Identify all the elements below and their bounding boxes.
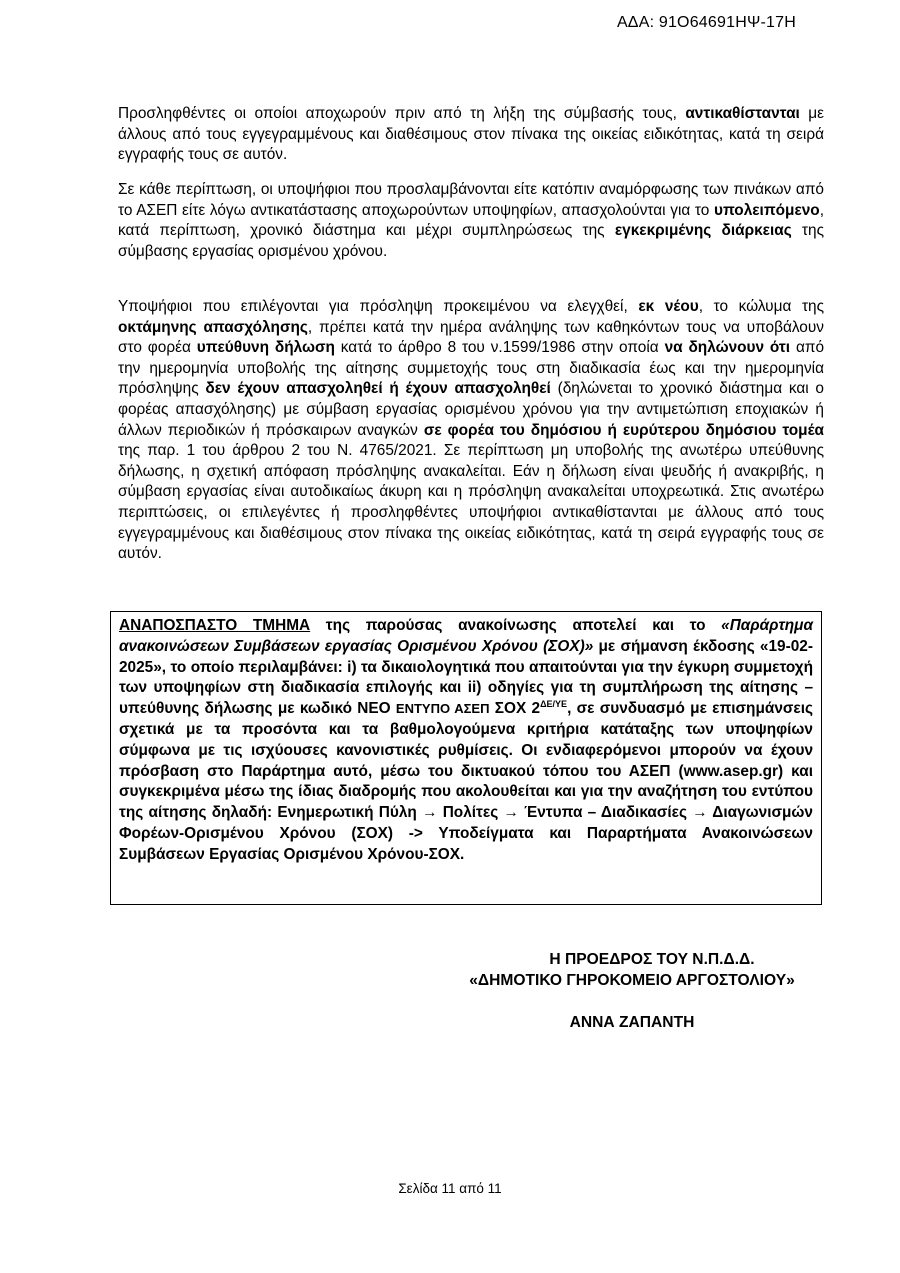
text-run: Διαγωνισμών Φορέων-Ορισμένου Χρόνου (ΣΟΧ) -> Υποδείγματα και Παραρτήματα Ανακοινώσεων Συμβάσεων Εργασίας Ορισμένου Χρόνου-ΣΟΧ. — [119, 804, 813, 863]
paragraph-declaration — [118, 297, 824, 565]
text-run: με σήμανση έκδοσης «19-02-2025», το οποίο περιλαμβάνει: i) τα δικαιολογητικά που απαιτούνται για την έγκυρη συμμετοχή των υποψηφίων στη διαδικασία επιλογής και ii) οδηγίες για τη συμπλήρωση της αίτησης – υπεύθυνης δήλωσης με κωδικό ΝΕΟ — [119, 637, 813, 718]
text-run: (δηλώνεται το χρονικό διάστημα και ο φορέας απασχόλησης) με σύμβαση εργασίας ορισμένου χρόνου για την αντιμετώπιση εποχιακών ή άλλων περιοδικών ή πρόσκαιρων αναγκών — [118, 380, 824, 439]
bold-run: υπεύθυνη δήλωση — [196, 339, 335, 357]
text-run: , κατά περίπτωση, χρονικό διάστημα και μέχρι συμπληρώσεως της — [118, 201, 824, 240]
text-run: της σύμβασης εργασίας ορισμένου χρόνου. — [118, 222, 824, 260]
form-superscript: ΔΕ/ΥΕ — [540, 699, 568, 710]
text-run: , σε συνδυασμό με επισημάνσεις σχετικά με τα προσόντα και τα βαθμολογούμενα κριτήρια κατάταξης των υποψηφίων σύμφωνα με τις ισχύουσες κανονιστικές ρυθμίσεις. Οι ενδιαφερόμενοι μπορούν να έχουν πρόσβαση στο Παράρτημα αυτό, μέσω του δικτυακού τόπου του ΑΣΕΠ (www.asep.gr) και συγκεκριμένα μέσω της ίδιας διαδρομής που ακολουθείται και για την αναζήτηση του εντύπου της αίτησης δηλαδή: Ενημερωτική Πύλη — [119, 700, 813, 822]
text-run: από την ημερομηνία υποβολής της αίτησης συμμετοχής τους στη διαδικασία έως και την ημερομηνία πρόσληψης — [118, 339, 825, 398]
underlined-heading: ΑΝΑΠΟΣΠΑΣΤΟ ΤΜΗΜΑ — [119, 617, 311, 634]
text-run: Έντυπα – Διαδικασίες — [518, 804, 693, 822]
text-run: , πρέπει κατά την ημέρα ανάληψης των καθηκόντων τους να υποβάλουν στο φορέα — [118, 318, 824, 357]
annex-notice-text — [119, 616, 813, 866]
paragraph-replacement — [118, 104, 824, 166]
annex-notice-box — [110, 611, 822, 905]
bold-run: σε φορέα του δημόσιου ή ευρύτερου δημόσιου τομέα — [423, 421, 824, 439]
text-run: ΣΟΧ 2 — [489, 700, 541, 718]
bold-run: υπολειπόμενο — [713, 201, 820, 219]
paragraph-reform — [118, 180, 824, 262]
arrow-right-icon: → — [422, 804, 438, 822]
ada-code: ΑΔΑ: 91Ο64691ΗΨ-17Η — [616, 14, 796, 31]
text-run: Προσληφθέντες οι οποίοι αποχωρούν πριν από τη λήξη της σύμβασής τους, — [118, 105, 686, 122]
signatory-organization: «ΔΗΜΟΤΙΚΟ ΓΗΡΟΚΟΜΕΙΟ ΑΡΓΟΣΤΟΛΙΟΥ» — [469, 972, 795, 989]
arrow-right-icon: → — [503, 804, 519, 822]
bold-run: να δηλώνουν ότι — [664, 339, 791, 357]
page-number: Σελίδα 11 από 11 — [398, 1181, 502, 1196]
text-run: της παρούσας ανακοίνωσης αποτελεί και το — [310, 617, 722, 634]
bold-run: εκ νέου — [638, 298, 699, 315]
form-name-small: ΕΝΤΥΠΟ ΑΣΕΠ — [395, 701, 490, 717]
signatory-name: ΑΝΝΑ ΖΑΠΑΝΤΗ — [569, 1014, 695, 1031]
text-run: , το κώλυμα της — [698, 298, 824, 315]
signatory-title: Η ΠΡΟΕΔΡΟΣ ΤΟΥ Ν.Π.Δ.Δ. — [549, 951, 755, 968]
text-run: της παρ. 1 του άρθρου 2 του Ν. 4765/2021. Σε περίπτωση μη υποβολής της ανωτέρω υπεύθυνης δήλωσης, η σχετική απόφαση πρόσληψης ανακαλείται. Εάν η δήλωση είναι ψευδής ή ανακριβής, η σύμβαση εργασίας είναι αυτοδικαίως άκυρη και η πρόσληψη ανακαλείται υποχρεωτικά. Στις ανωτέρω περιπτώσεις, οι επιλεγέντες ή προσληφθέντες υποψήφιοι αντικαθίστανται με άλλους από τους εγγεγραμμένους και διαθέσιμους στον πίνακα της οικείας ειδικότητας, κατά τη σειρά εγγραφής τους σε αυτόν. — [118, 442, 824, 563]
bold-run: εγκεκριμένης διάρκειας — [614, 222, 792, 240]
bold-run: αντικαθίστανται — [685, 105, 800, 122]
text-run: Πολίτες — [437, 804, 504, 822]
arrow-right-icon: → — [692, 804, 708, 822]
text-run: με άλλους από τους εγγεγραμμένους και διαθέσιμους στον πίνακα της οικείας ειδικότητας, κατά τη σειρά εγγραφής τους σε αυτόν. — [118, 105, 824, 164]
bold-run: δεν έχουν απασχοληθεί ή έχουν απασχοληθεί — [205, 380, 551, 398]
annex-title: «Παράρτημα ανακοινώσεων Συμβάσεων εργασίας Ορισμένου Χρόνου (ΣΟΧ)» — [119, 617, 813, 655]
text-run: κατά το άρθρο 8 του ν.1599/1986 στην οποία — [334, 339, 665, 357]
bold-run: οκτάμηνης απασχόλησης — [118, 318, 308, 336]
text-run: Σε κάθε περίπτωση, οι υποψήφιοι που προσλαμβάνονται είτε κατόπιν αναμόρφωσης των πινάκων από το ΑΣΕΠ είτε λόγω αντικατάστασης αποχωρούντων υποψηφίων, απασχολούνται για το — [118, 181, 824, 219]
text-run: Υποψήφιοι που επιλέγονται για πρόσληψη προκειμένου να ελεγχθεί, — [118, 298, 639, 315]
